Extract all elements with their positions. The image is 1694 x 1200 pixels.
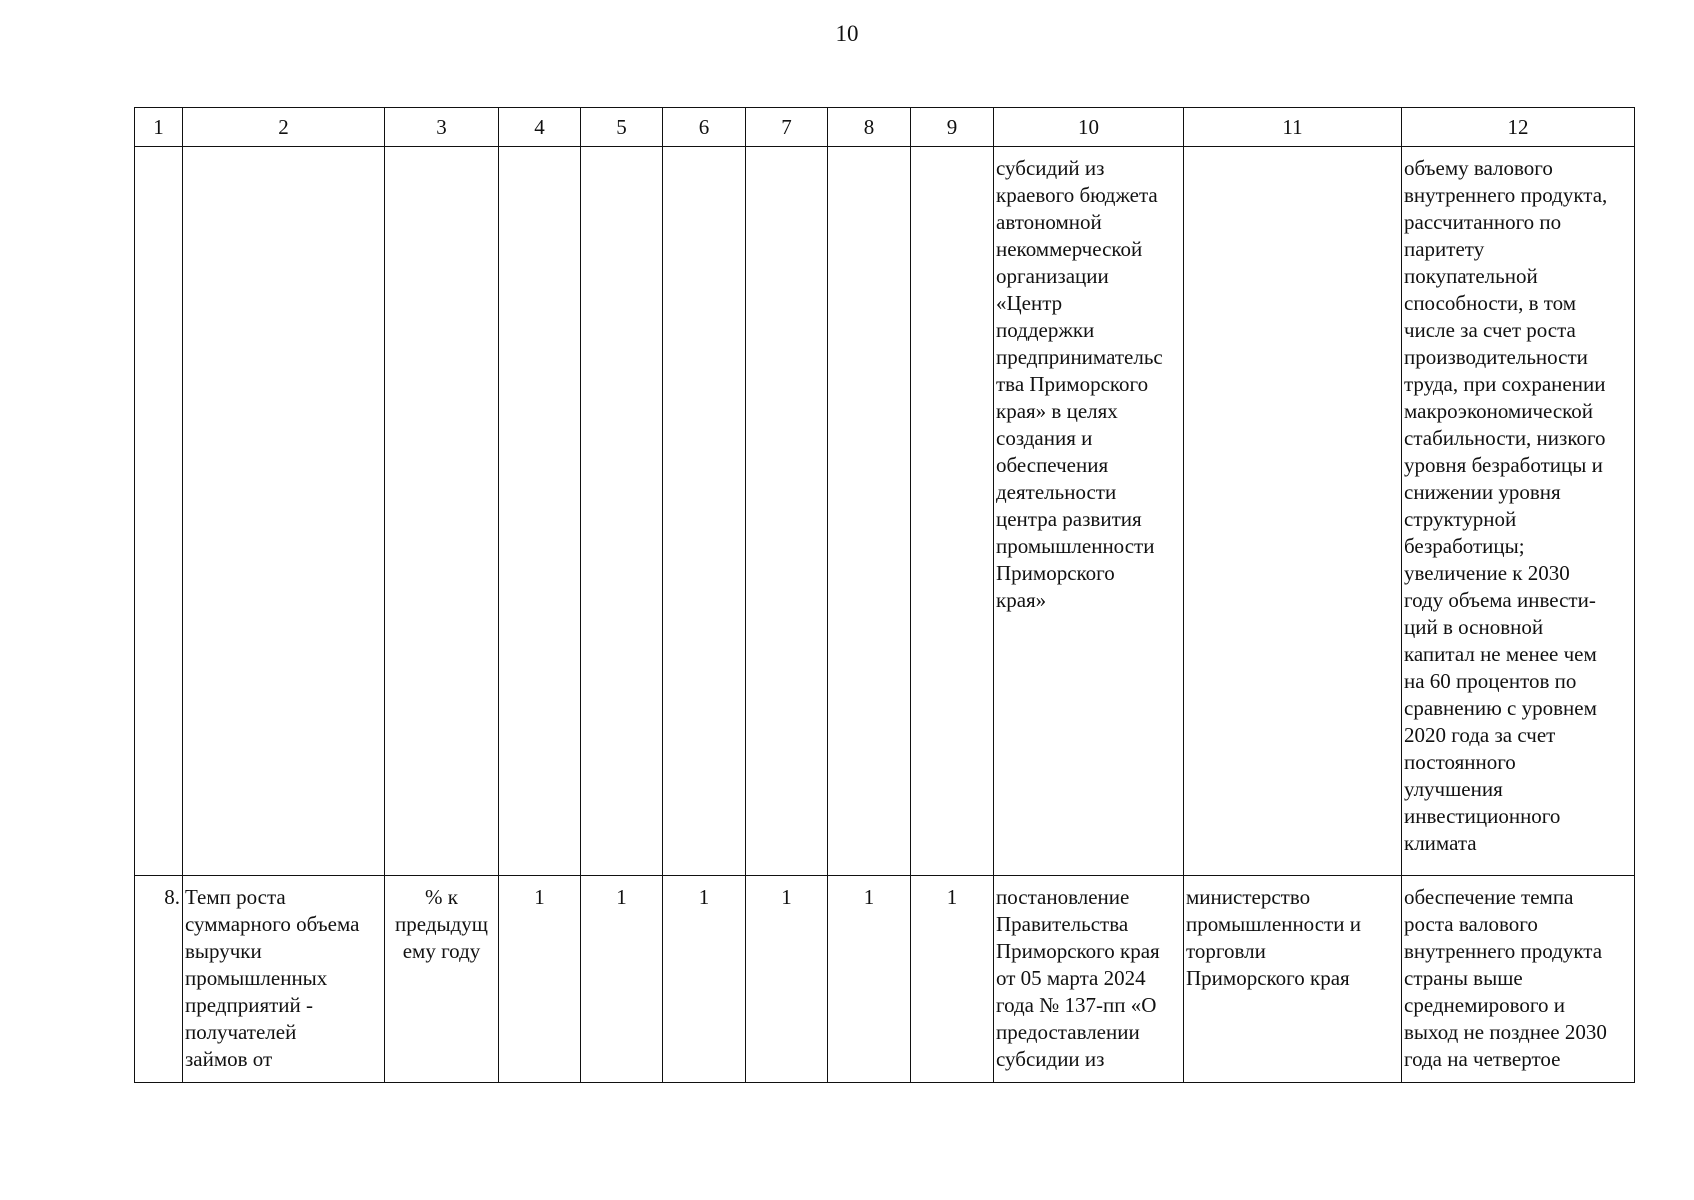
goal-text: объему валового внутреннего продукта, рассчитанного по паритету покупательной способности, в том числе за счет роста производительности труда, при сохранении макроэкономической стабильности, низкого уровня безработицы и снижении уровня структурной безработицы; увеличение к 2030 году объема инвести- ций в основной капитал не менее чем на 60 процентов по сравнению с уровнем 2020 года за счет постоянного улучшения инвестиционного климата [1404, 156, 1608, 855]
header-cell-12: 12 [1402, 108, 1635, 147]
page-number: 10 [835, 21, 859, 46]
cell-empty [1184, 147, 1402, 876]
unit-text: % к предыдущ ему году [395, 885, 488, 963]
cell-unit [385, 876, 499, 1083]
header-cell-2: 2 [183, 108, 385, 147]
header-cell-7: 7 [746, 108, 828, 147]
cell-legal-basis [994, 876, 1184, 1083]
header-cell-11: 11 [1184, 108, 1402, 147]
cell-indicator-name [183, 876, 385, 1083]
cell-value-6: 1 [663, 876, 746, 1083]
cell-legal-basis-continued [994, 147, 1184, 876]
goal-text: обеспечение темпа роста валового внутреннего продукта страны выше среднемирового и выход не позднее 2030 года на четвертое [1404, 885, 1607, 1071]
header-cell-4: 4 [499, 108, 581, 147]
cell-value-5: 1 [581, 876, 663, 1083]
header-cell-6: 6 [663, 108, 746, 147]
row-number: 8. [135, 876, 183, 1083]
cell-empty [183, 147, 385, 876]
cell-empty [911, 147, 994, 876]
cell-responsible [1184, 876, 1402, 1083]
cell-value-7: 1 [746, 876, 828, 1083]
cell-empty [499, 147, 581, 876]
cell-value-4: 1 [499, 876, 581, 1083]
header-cell-5: 5 [581, 108, 663, 147]
table-header-row [135, 108, 1635, 147]
responsible-text: министерство промышленности и торговли Приморского края [1186, 885, 1361, 990]
table-row-8 [135, 876, 1635, 1083]
header-cell-10: 10 [994, 108, 1184, 147]
cell-value-9: 1 [911, 876, 994, 1083]
cell-value-8: 1 [828, 876, 911, 1083]
cell-empty [385, 147, 499, 876]
legal-basis-text: постановление Правительства Приморского края от 05 марта 2024 года № 137-пп «О предоставлении субсидии из [996, 885, 1160, 1071]
cell-empty [746, 147, 828, 876]
cell-empty [581, 147, 663, 876]
header-cell-9: 9 [911, 108, 994, 147]
cell-empty [663, 147, 746, 876]
cell-goal-continued [1402, 147, 1635, 876]
cell-goal [1402, 876, 1635, 1083]
header-cell-3: 3 [385, 108, 499, 147]
header-cell-8: 8 [828, 108, 911, 147]
table-row-continuation [135, 147, 1635, 876]
legal-basis-text: субсидий из краевого бюджета автономной некоммерческой организации «Центр поддержки предпринимательс тва Приморского края» в целях создания и обеспечения деятельности центра развития промышленности Приморского края» [996, 156, 1163, 612]
indicator-name-text: Темп роста суммарного объема выручки промышленных предприятий - получателей займов от [185, 885, 360, 1071]
header-cell-1: 1 [135, 108, 183, 147]
indicators-table [134, 107, 1635, 1083]
cell-empty [135, 147, 183, 876]
cell-empty [828, 147, 911, 876]
